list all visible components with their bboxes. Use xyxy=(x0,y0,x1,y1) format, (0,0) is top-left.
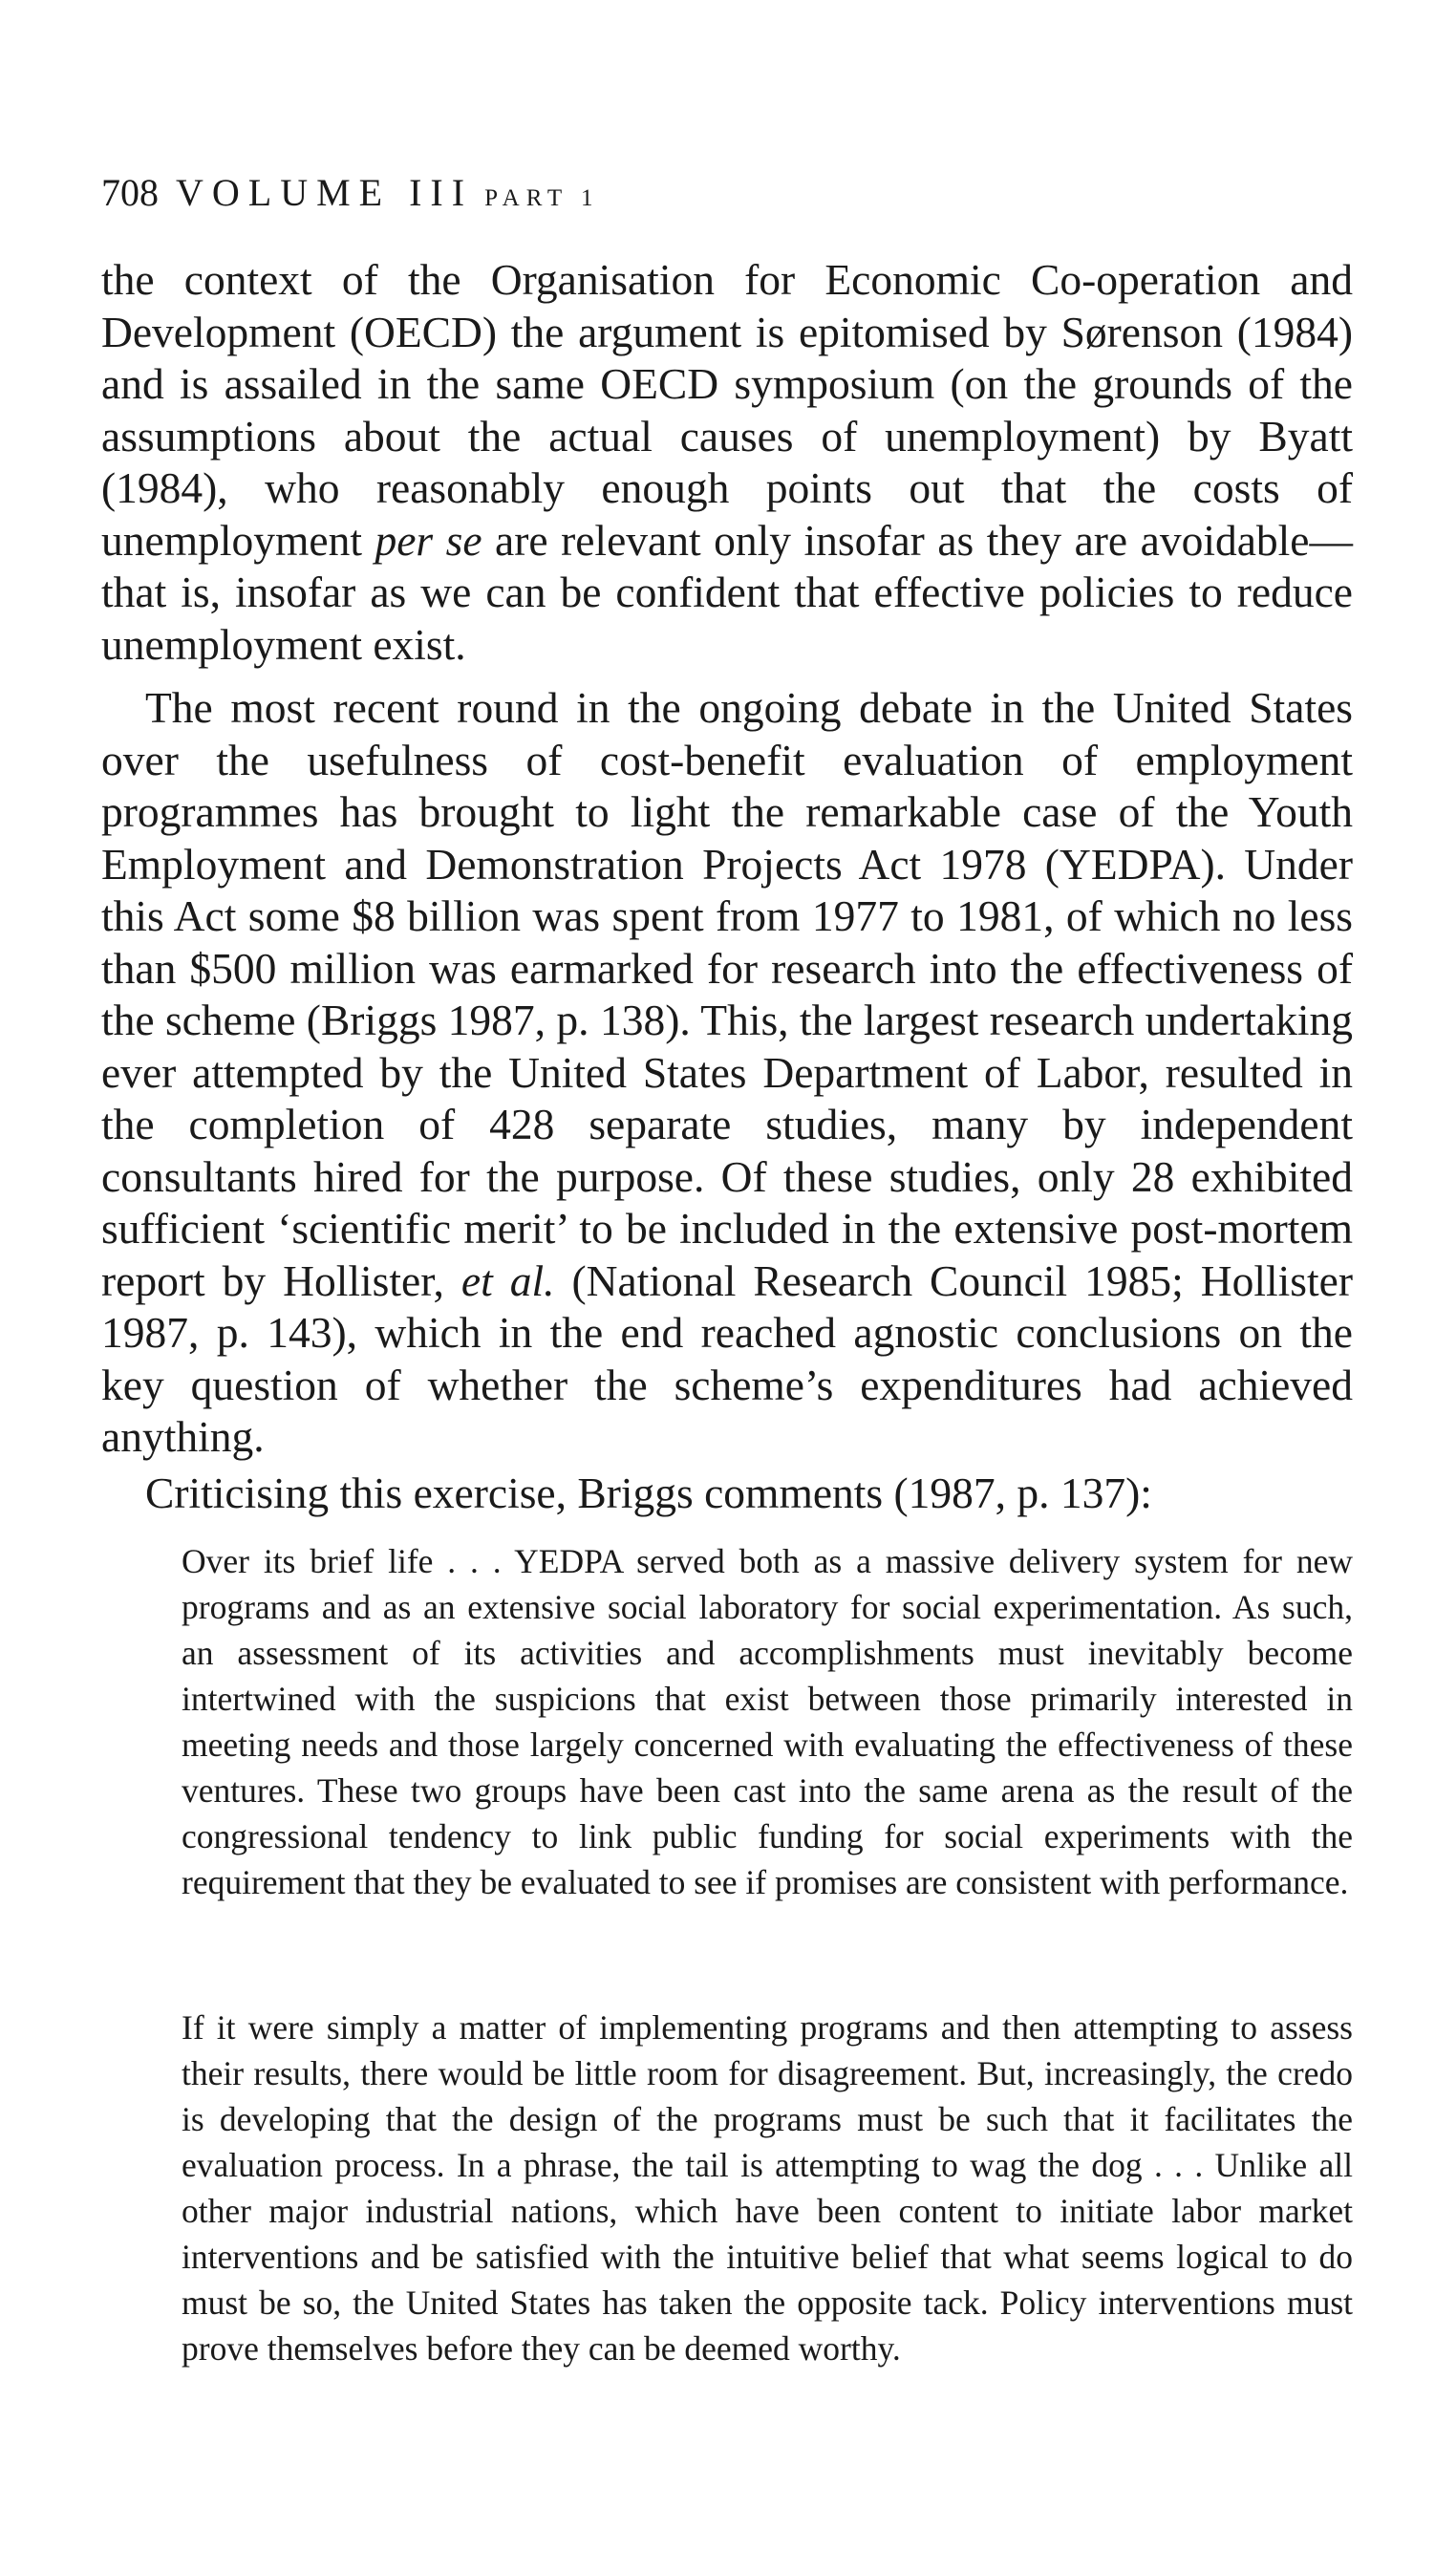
volume-label: VOLUME III xyxy=(176,171,474,214)
paragraph-text: the context of the Organisation for Economic Co-operation and Development (OECD) the argument is epitomised by Sørenson (1984) and is assailed in the same OECD symposium (on the grounds of the assumptions about the actual causes of unemployment) by Byatt (1984), who reasonably enough points out that the costs of unemployment xyxy=(101,255,1353,565)
italic-term: per se xyxy=(375,515,482,565)
paragraph-text: Criticising this exercise, Briggs comments (1987, p. 137): xyxy=(145,1469,1152,1517)
quote-text: Over its brief life . . . YEDPA served both as a massive delivery system for new programs and as an extensive social laboratory for social experimentation. As such, an assessment of its activities and accomplishments must inevitably become intertwined with the suspicions that exist between those primarily interested in meeting needs and those largely concerned with evaluating the effectiveness of these ventures. These two groups have been cast into the same arena as the result of the congressional tendency to link public funding for social experiments with the requirement that they be evaluated to see if promises are consistent with performance. xyxy=(182,1542,1353,1901)
paragraph-text: (National Research Council 1985; Hollister 1987, p. 143), which in the end reached agnostic conclusions on the key question of whether the scheme’s expenditures had achieved anything. xyxy=(101,1255,1353,1461)
paragraph-text: The most recent round in the ongoing debate in the United States over the usefulness of cost-benefit evaluation of employment programmes has brought to light the remarkable case of the Youth Employment and Demonstration Projects Act 1978 (YEDPA). Under this Act some $8 billion was spent from 1977 to 1981, of which no less than $500 million was earmarked for research into the effectiveness of the scheme (Briggs 1987, p. 138). This, the largest research undertaking ever attempted by the United States Department of Labor, resulted in the completion of 428 separate studies, many by independent consultants hired for the purpose. Of these studies, only 28 exhibited sufficient ‘scientific merit’ to be included in the extensive post-mortem report by Hollister, xyxy=(101,683,1353,1305)
block-quote-second xyxy=(182,2005,1353,2371)
running-head xyxy=(101,170,599,222)
italic-term: et al. xyxy=(460,1255,555,1305)
block-quote-first xyxy=(182,1538,1353,1905)
quote-text: If it were simply a matter of implementing programs and then attempting to assess their results, there would be little room for disagreement. But, increasingly, the credo is developing that the design of the programs must be such that it facilitates the evaluation process. In a phrase, the tail is attempting to wag the dog . . . Unlike all other major industrial nations, which have been content to initiate labor market interventions and be satisfied with the intuitive belief that what seems logical to do must be so, the United States has taken the opposite tack. Policy interventions must prove themselves before they can be deemed worthy. xyxy=(182,2008,1353,2368)
paragraph-quote-intro xyxy=(101,1468,1353,1537)
paragraph-text: are relevant only insofar as they are avoidable—that is, insofar as we can be confident that effective policies to reduce unemployment exist. xyxy=(101,515,1353,669)
part-label: PART 1 xyxy=(484,185,600,211)
paragraph-continued xyxy=(101,254,1353,688)
page-number: 708 xyxy=(101,171,159,214)
paragraph-yedpa xyxy=(101,682,1353,1481)
